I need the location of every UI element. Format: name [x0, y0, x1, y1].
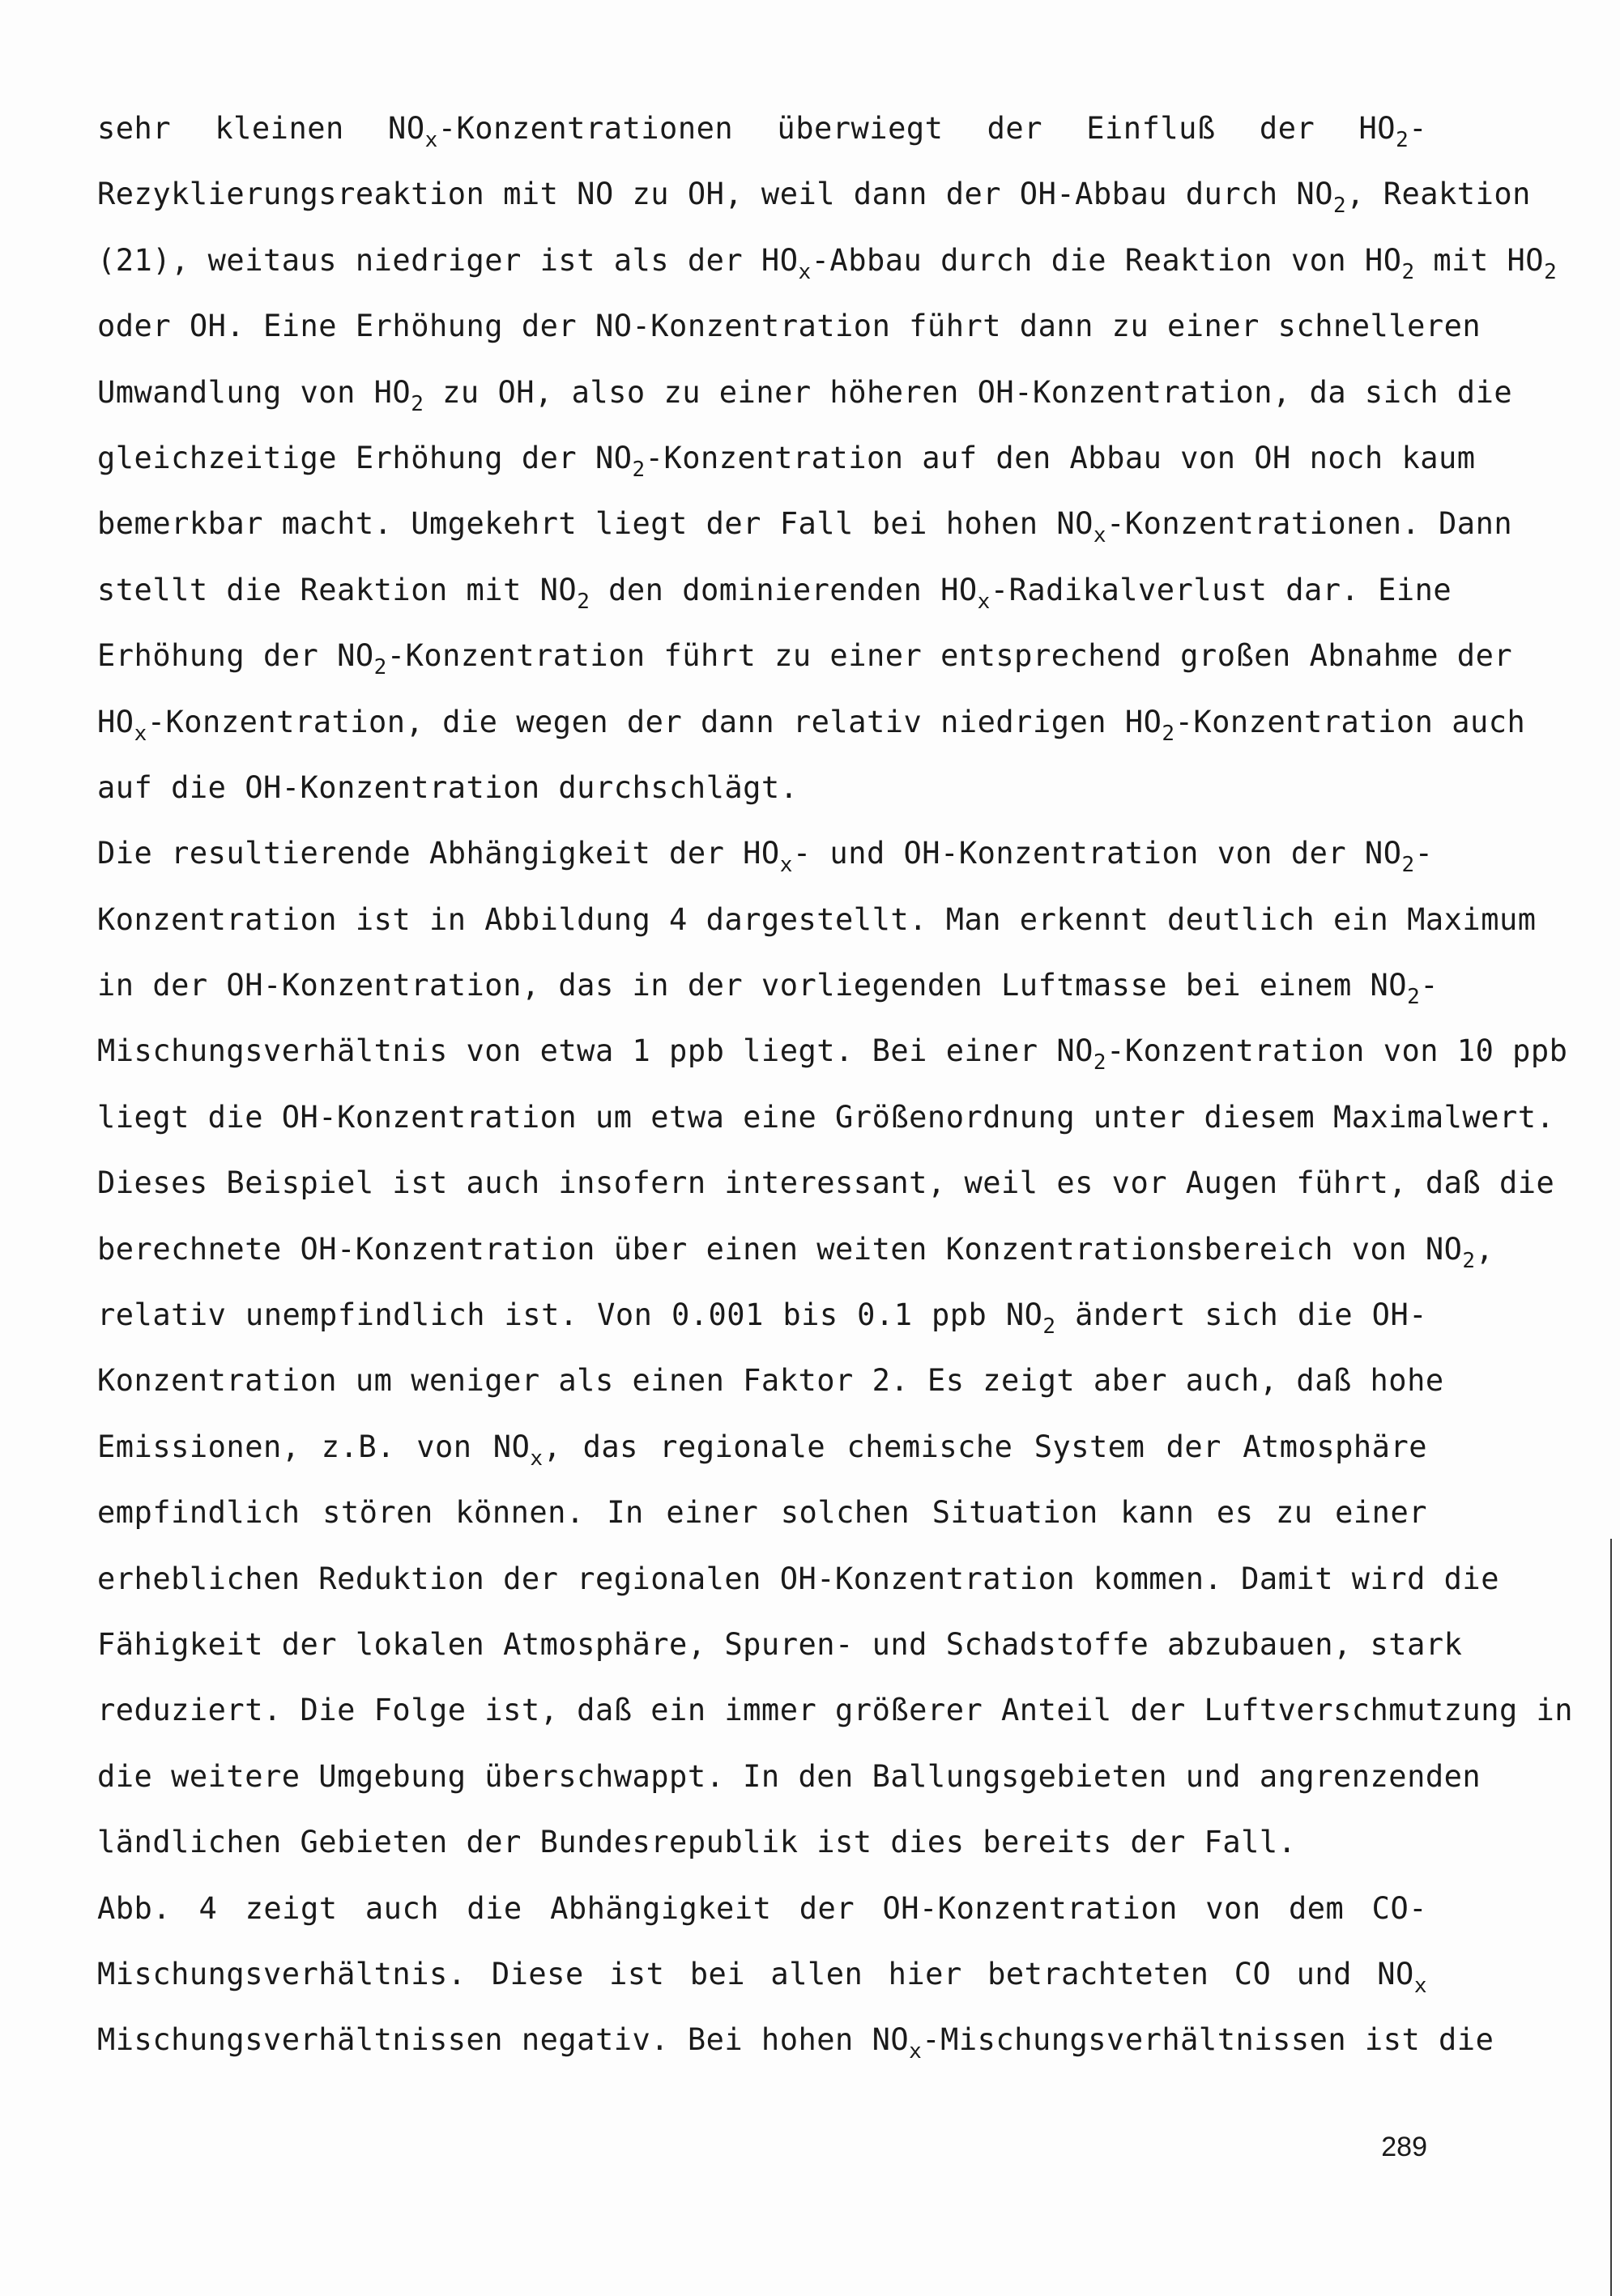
text-line	[97, 1282, 1427, 1348]
subscript: 2	[1093, 1050, 1107, 1076]
text-segment: -Konzentrationen. Dann	[1106, 506, 1513, 542]
subscript: 2	[1401, 853, 1415, 878]
text-line	[97, 1744, 1481, 1809]
text-segment: in der OH-Konzentration, das in der vorliegenden Luftmasse bei einem NO	[97, 968, 1408, 1003]
text-line	[97, 293, 1481, 359]
text-segment: Konzentration ist in Abbildung 4 dargestellt. Man erkennt deutlich ein Maximum	[97, 901, 1537, 937]
text-segment: Konzentration um weniger als einen Faktor 2. Es zeigt aber auch, daß hohe	[97, 1363, 1444, 1399]
text-line	[97, 1216, 1494, 1282]
text-segment: Mischungsverhältnissen negativ. Bei hohen NO	[97, 2022, 910, 2058]
text-segment: ländlichen Gebieten der Bundesrepublik ist dies bereits der Fall.	[97, 1825, 1297, 1860]
subscript: 2	[1042, 1314, 1056, 1340]
subscript: 2	[632, 457, 646, 482]
text-line	[97, 557, 1452, 623]
text-segment: sehr kleinen NO	[97, 111, 425, 146]
text-segment: mit HO	[1414, 242, 1545, 278]
text-line	[97, 1612, 1463, 1677]
text-line	[97, 1018, 1568, 1084]
text-segment: -Konzentration von 10 ppb	[1106, 1033, 1568, 1069]
subscript: 2	[1544, 259, 1558, 284]
text-line	[97, 96, 1427, 161]
text-segment: Fähigkeit der lokalen Atmosphäre, Spuren- und Schadstoffe abzubauen, stark	[97, 1626, 1463, 1662]
text-line	[97, 2007, 1494, 2072]
text-segment: liegt die OH-Konzentration um etwa eine Größenordnung unter diesem Maximalwert.	[97, 1099, 1555, 1135]
text-line	[97, 161, 1531, 227]
subscript: 2	[1401, 259, 1415, 284]
subscript: x	[530, 1446, 544, 1471]
text-segment: , das regionale chemische System der Atmosphäre	[543, 1429, 1427, 1464]
text-line	[97, 623, 1513, 688]
subscript: x	[977, 589, 991, 614]
text-line	[97, 1084, 1555, 1150]
subscript: 2	[1407, 985, 1421, 1010]
text-line	[97, 1414, 1427, 1480]
text-segment: berechnete OH-Konzentration über einen weiten Konzentrationsbereich von NO	[97, 1231, 1463, 1267]
body-text	[97, 96, 1574, 2073]
text-line	[97, 1941, 1427, 2007]
text-segment: zu OH, also zu einer höheren OH-Konzentration, da sich die	[424, 374, 1513, 410]
text-line	[97, 887, 1537, 952]
text-line	[97, 1546, 1499, 1612]
text-segment: Emissionen, z.B. von NO	[97, 1429, 531, 1464]
text-line	[97, 1348, 1444, 1413]
subscript: 2	[1396, 128, 1409, 152]
text-line	[97, 1876, 1427, 1941]
subscript: 2	[1462, 1248, 1476, 1273]
page-number: 289	[1381, 2132, 1427, 2162]
text-segment: oder OH. Eine Erhöhung der NO-Konzentration führt dann zu einer schnelleren	[97, 309, 1481, 344]
text-line	[97, 952, 1439, 1018]
text-segment: auf die OH-Konzentration durchschlägt.	[97, 769, 799, 805]
text-segment: -Konzentrationen überwiegt der Einfluß der HO	[437, 111, 1396, 146]
text-segment: - und OH-Konzentration von der NO	[792, 836, 1402, 871]
subscript: 2	[1332, 194, 1347, 219]
text-line	[97, 425, 1476, 491]
text-segment: Dieses Beispiel ist auch insofern interessant, weil es vor Augen führt, daß die	[97, 1165, 1555, 1201]
subscript: x	[424, 128, 438, 152]
text-segment: -Konzentration führt zu einer entsprechend großen Abnahme der	[386, 638, 1513, 674]
text-segment: Rezyklierungsreaktion mit NO zu OH, weil dann der OH-Abbau durch NO	[97, 177, 1333, 212]
text-line	[97, 491, 1513, 556]
text-segment: bemerkbar macht. Umgekehrt liegt der Fall bei hohen NO	[97, 506, 1094, 542]
subscript: x	[798, 259, 812, 284]
text-segment: , Reaktion	[1346, 177, 1531, 212]
text-segment: -Abbau durch die Reaktion von HO	[811, 242, 1402, 278]
subscript: x	[1413, 1973, 1427, 1998]
text-segment: (21), weitaus niedriger ist als der HO	[97, 242, 799, 278]
text-segment: -Konzentration, die wegen der dann relativ niedrigen HO	[147, 704, 1162, 739]
text-segment: die weitere Umgebung überschwappt. In den Ballungsgebieten und angrenzenden	[97, 1758, 1481, 1794]
text-segment: Mischungsverhältnis von etwa 1 ppb liegt. Bei einer NO	[97, 1033, 1094, 1069]
text-line	[97, 689, 1526, 755]
subscript: x	[1093, 523, 1107, 548]
text-segment: empfindlich stören können. In einer solchen Situation kann es zu einer	[97, 1495, 1427, 1531]
text-segment: -	[1409, 111, 1427, 146]
subscript: x	[779, 853, 793, 878]
subscript: 2	[373, 655, 387, 680]
text-segment: Erhöhung der NO	[97, 638, 374, 674]
subscript: 2	[411, 391, 424, 416]
margin-rule	[1610, 1539, 1612, 2296]
text-segment: stellt die Reaktion mit NO	[97, 572, 578, 607]
text-line	[97, 228, 1558, 293]
text-segment: -Mischungsverhältnissen ist die	[922, 2022, 1494, 2058]
text-segment: Mischungsverhältnis. Diese ist bei allen hier betrachteten CO und NO	[97, 1956, 1414, 1991]
text-line	[97, 820, 1434, 886]
text-segment: HO	[97, 704, 134, 739]
text-segment: Abb. 4 zeigt auch die Abhängigkeit der OH-Konzentration von dem CO-	[97, 1890, 1427, 1926]
text-segment: reduziert. Die Folge ist, daß ein immer größerer Anteil der Luftverschmutzung in	[97, 1693, 1574, 1728]
text-segment: Die resultierende Abhängigkeit der HO	[97, 836, 780, 871]
text-segment: erheblichen Reduktion der regionalen OH-Konzentration kommen. Damit wird die	[97, 1561, 1499, 1596]
subscript: 2	[577, 589, 590, 614]
text-segment: relativ unempfindlich ist. Von 0.001 bis 0.1 ppb NO	[97, 1297, 1043, 1333]
text-line	[97, 755, 1427, 820]
text-line	[97, 1677, 1574, 1743]
text-segment: ändert sich die OH-	[1055, 1297, 1427, 1333]
subscript: x	[909, 2039, 923, 2064]
text-line	[97, 1480, 1427, 1545]
text-line	[97, 360, 1513, 425]
text-segment: -	[1420, 968, 1439, 1003]
subscript: 2	[1162, 721, 1175, 746]
text-segment: -	[1414, 836, 1434, 871]
text-segment: -Radikalverlust dar. Eine	[990, 572, 1452, 607]
text-line	[97, 1150, 1555, 1216]
text-line	[97, 1809, 1427, 1875]
text-segment: ,	[1475, 1231, 1494, 1267]
text-segment: gleichzeitige Erhöhung der NO	[97, 440, 633, 475]
text-segment: -Konzentration auch	[1174, 704, 1526, 739]
text-segment: den dominierenden HO	[590, 572, 978, 607]
subscript: x	[134, 721, 147, 746]
text-segment: -Konzentration auf den Abbau von OH noch kaum	[645, 440, 1476, 475]
text-segment: Umwandlung von HO	[97, 374, 411, 410]
